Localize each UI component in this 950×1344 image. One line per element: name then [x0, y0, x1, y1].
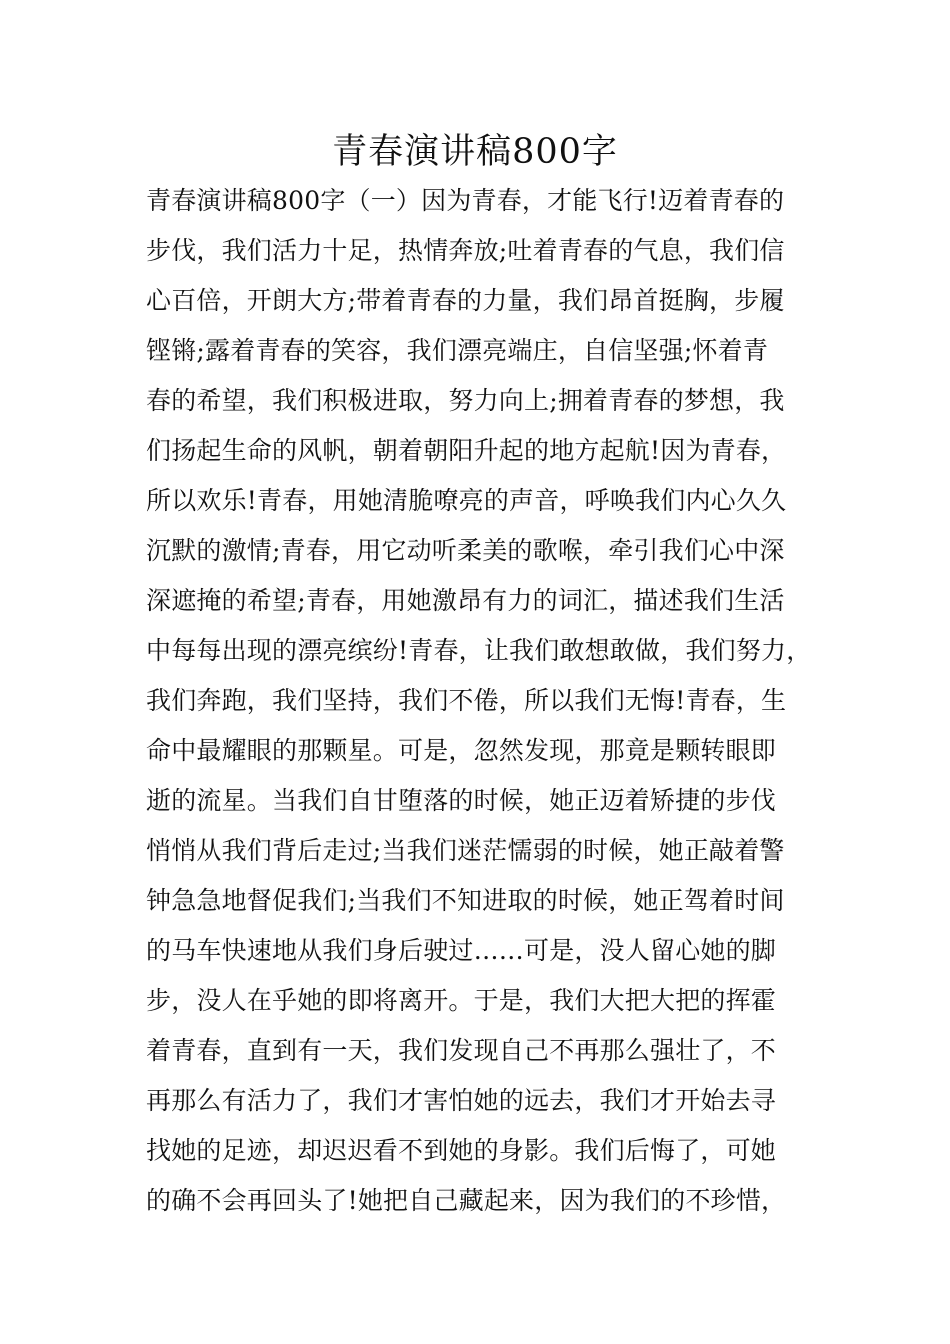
document-body [146, 176, 826, 1226]
text-line: 命中最耀眼的那颗星。可是，忽然发现，那竟是颗转眼即 [146, 736, 777, 765]
text-line: 逝的流星。当我们自甘堕落的时候，她正迈着矫捷的步伐 [146, 786, 777, 815]
document-title: 青春演讲稿800字 [332, 132, 618, 172]
text-line: 着青春，直到有一天，我们发现自己不再那么强壮了，不 [146, 1036, 777, 1065]
text-line: 铿锵;露着青春的笑容，我们漂亮端庄，自信坚强;怀着青 [146, 336, 769, 365]
text-line: 深遮掩的希望;青春，用她激昂有力的词汇，描述我们生活 [146, 586, 785, 615]
text-line: 悄悄从我们背后走过;当我们迷茫懦弱的时候，她正敲着警 [146, 836, 785, 865]
text-line: 心百倍，开朗大方;带着青春的力量，我们昂首挺胸，步履 [146, 286, 785, 315]
text-line: 青春演讲稿800字（一）因为青春，才能飞行!迈着青春的 [146, 186, 785, 215]
text-line: 我们奔跑，我们坚持，我们不倦，所以我们无悔!青春，生 [146, 686, 787, 715]
text-line: 中每每出现的漂亮缤纷!青春，让我们敢想敢做，我们努力， [146, 636, 812, 665]
text-line: 的确不会再回头了!她把自己藏起来，因为我们的不珍惜， [146, 1186, 787, 1215]
text-line: 步伐，我们活力十足，热情奔放;吐着青春的气息，我们信 [146, 236, 785, 265]
text-line: 步，没人在乎她的即将离开。于是，我们大把大把的挥霍 [146, 986, 777, 1015]
text-line: 钟急急地督促我们;当我们不知进取的时候，她正驾着时间 [146, 886, 785, 915]
text-line: 们扬起生命的风帆，朝着朝阳升起的地方起航!因为青春， [146, 436, 787, 465]
text-line: 的马车快速地从我们身后驶过……可是，没人留心她的脚 [146, 936, 777, 965]
text-line: 所以欢乐!青春，用她清脆嘹亮的声音，呼唤我们内心久久 [146, 486, 787, 515]
text-line: 再那么有活力了，我们才害怕她的远去，我们才开始去寻 [146, 1086, 777, 1115]
text-line: 沉默的激情;青春，用它动听柔美的歌喉，牵引我们心中深 [146, 536, 785, 565]
text-line: 春的希望，我们积极进取，努力向上;拥着青春的梦想，我 [146, 386, 785, 415]
text-line: 找她的足迹，却迟迟看不到她的身影。我们后悔了，可她 [146, 1136, 777, 1165]
